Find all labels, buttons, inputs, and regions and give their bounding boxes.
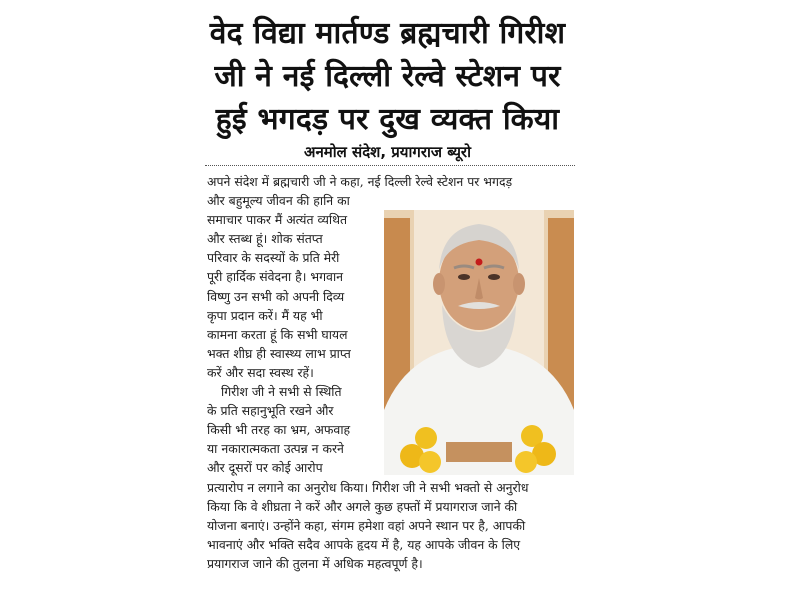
headline-line: हुई भगदड़ पर दुख व्यक्त किया: [215, 102, 560, 137]
headline: [195, 12, 580, 141]
portrait-photo: [384, 210, 574, 475]
body-line: पूरी हार्दिक संवेदना है। भगवान: [207, 269, 344, 285]
body-line: गिरीश जी ने सभी से स्थिति: [221, 384, 342, 400]
body-line: या नकारात्मकता उत्पन्न न करने: [207, 441, 344, 457]
body-line: और स्तब्ध हूं। शोक संतप्त: [207, 231, 323, 247]
body-line: और दूसरों पर कोई आरोप: [207, 460, 323, 476]
body-line: किया कि वे शीघ्रता ने करें और अगले कुछ हफ्तों में प्रयागराज जाने की: [207, 498, 518, 514]
headline-line: वेद विद्या मार्तण्ड ब्रह्मचारी गिरीश: [209, 16, 566, 51]
body-line: के प्रति सहानुभूति रखने और: [207, 403, 334, 419]
body-line: और बहुमूल्य जीवन की हानि का: [207, 193, 350, 209]
body-line: विष्णु उन सभी को अपनी दिव्य: [207, 288, 345, 304]
body-line: योजना बनाएं। उन्होंने कहा, संगम हमेशा वहां अपने स्थान पर है, आपकी: [207, 517, 526, 533]
byline: अनमोल संदेश, प्रयागराज ब्यूरो: [304, 143, 471, 161]
body-line: भक्त शीघ्र ही स्वास्थ्य लाभ प्राप्त: [207, 345, 351, 361]
body-line: परिवार के सदस्यों के प्रति मेरी: [207, 250, 340, 266]
portrait-illustration: [384, 210, 574, 475]
dotted-divider: [205, 165, 575, 166]
headline-line: जी ने नई दिल्ली रेल्वे स्टेशन पर: [214, 59, 561, 94]
body-line: भावनाएं और भक्ति सदैव आपके हृदय में है, यह आपके जीवन के लिए: [207, 536, 521, 552]
body-line: समाचार पाकर मैं अत्यंत व्यथित: [207, 212, 348, 228]
body-line: प्रयागराज जाने की तुलना में अधिक महत्वपूर्ण है।: [207, 555, 423, 571]
body-line: अपने संदेश में ब्रह्मचारी जी ने कहा, नई दिल्ली रेल्वे स्टेशन पर भगदड़: [207, 174, 513, 189]
body-line: प्रत्यारोप न लगाने का अनुरोध किया। गिरीश जी ने सभी भक्तो से अनुरोध: [207, 479, 529, 495]
body-line: कामना करता हूं कि सभी घायल: [207, 326, 348, 342]
body-line: करें और सदा स्वस्थ रहें।: [207, 364, 314, 380]
body-line: कृपा प्रदान करें। मैं यह भी: [207, 307, 323, 323]
body-line: किसी भी तरह का भ्रम, अफवाह: [207, 422, 351, 438]
